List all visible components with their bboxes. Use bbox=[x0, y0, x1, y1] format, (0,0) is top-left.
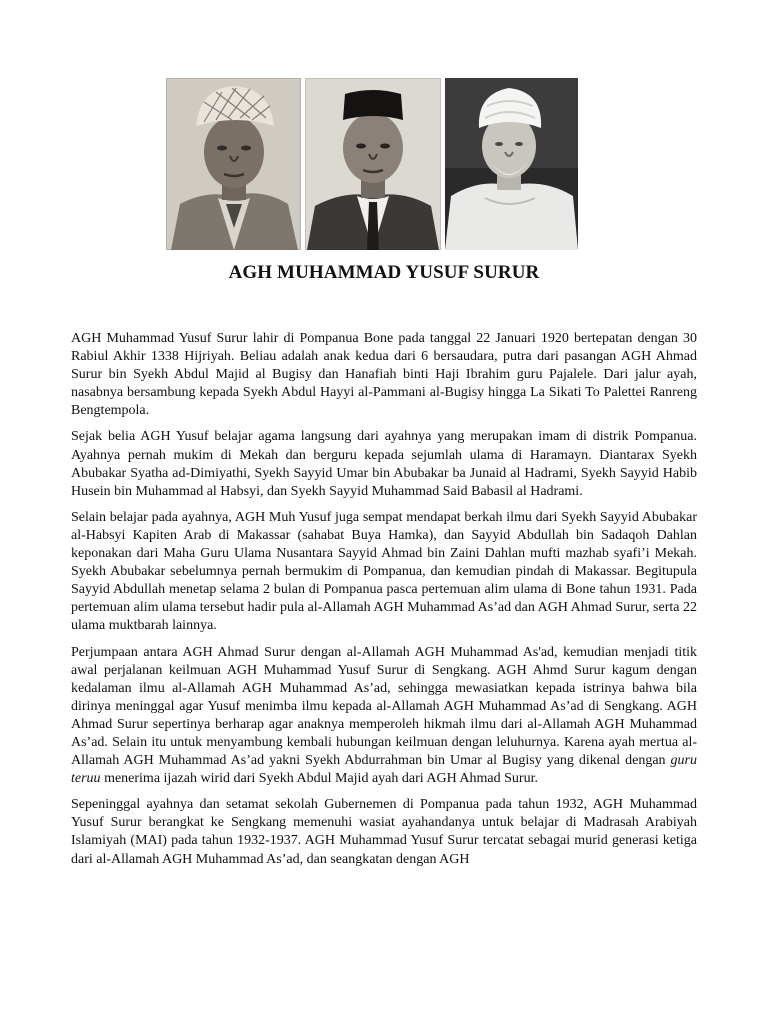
photo-strip bbox=[166, 78, 578, 250]
portrait-peci-tie-image bbox=[305, 78, 441, 250]
paragraph-4-italic-term: guru teruu bbox=[71, 753, 697, 787]
portrait-photo-1 bbox=[166, 78, 301, 250]
paragraph-5: Sepeninggal ayahnya dan setamat sekolah Gubernemen di Pompanua pada tahun 1932, AGH Muhammad Yusuf Surur berangkat ke Sengkang memenuhi wasiat ayahandanya untuk belajar di Madrasah Arabiyah Islamiyah (MAI) pada tahun 1932-1937. AGH Muhammad Yusuf Surur tercatat sebagai murid generasi ketiga dari al-Allamah AGH Muhammad As’ad, dan seangkatan dengan AGH bbox=[71, 797, 697, 867]
article-body bbox=[71, 330, 697, 877]
page-title: AGH MUHAMMAD YUSUF SURUR bbox=[228, 262, 540, 283]
portrait-photo-3 bbox=[445, 78, 578, 250]
paragraph-2: Sejak belia AGH Yusuf belajar agama langsung dari ayahnya yang merupakan imam di distrik Pompanua. Ayahnya pernah mukim di Mekah dan berguru kepada sejumlah ulama di Haramayn. Diantarax Syekh Abubakar Syatha ad-Dimiyathi, Syekh Sayyid Umar bin Abubakar ba Junaid al Hadrami, Syekh Sayyid Habib Husein bin Muhammad al Habsyi, dan Syekh Sayyid Muhammad Said Babasil al Hadrami. bbox=[71, 429, 697, 499]
portrait-turban-suit-image bbox=[166, 78, 301, 250]
paragraph-4 bbox=[71, 644, 697, 789]
portrait-photo-2 bbox=[305, 78, 441, 250]
portrait-elder-turban-image bbox=[445, 78, 578, 250]
paragraph-4-main: Perjumpaan antara AGH Ahmad Surur dengan al-Allamah AGH Muhammad As'ad, kemudian menjadi titik awal perjalanan keilmuan AGH Muhammad Yusuf Surur di Sengkang. AGH Ahmd Surur kagum dengan kedalaman ilmu al-Allamah AGH Muhammad As’ad, sehingga mewasiatkan kepada istrinya bahwa bila dirinya meninggal agar Yusuf menimba ilmu kepada al-Allamah AGH Muhammad As’ad di Sengkang. AGH Ahmad Surur sepertinya berharap agar anaknya memperoleh hikmah ilmu dari al-Allamah AGH Muhammad As’ad. Selain itu untuk menyambung kembali hubungan keilmuan dengan leluhurnya. Karena ayah mertua al-Allamah AGH Muhammad As’ad yakni Syekh Abdurrahman bin Umar al Bugisy yang dikenal dengan bbox=[71, 644, 697, 769]
paragraph-4-tail: menerima ijazah wirid dari Syekh Abdul Majid ayah dari AGH Ahmad Surur. bbox=[104, 771, 538, 787]
paragraph-1: AGH Muhammad Yusuf Surur lahir di Pompanua Bone pada tanggal 22 Januari 1920 bertepatan dengan 30 Rabiul Akhir 1338 Hijriyah. Beliau adalah anak kedua dari 6 bersaudara, putra dari pasangan AGH Ahmad Surur bin Syekh Abdul Majid al Bugisy dan Hanafiah binti Haji Ibrahim guru Pajalele. Dari jalur ayah, nasabnya bersambung kepada Syekh Abdul Hayyi al-Pammani al-Bugisy hingga La Sikati To Palettei Ranreng Bengtempola. bbox=[71, 331, 697, 419]
paragraph-3: Selain belajar pada ayahnya, AGH Muh Yusuf juga sempat mendapat berkah ilmu dari Syekh Sayyid Abubakar al-Habsyi Kapiten Arab di Makassar (sahabat Buya Hamka), dan Sayyid Abdullah bin Sadaqoh Dahlan keponakan dari Maha Guru Ulama Nusantara Sayyid Ahmad bin Zaini Dahlan mufti mazhab syafi’i Mekah. Syekh Abubakar sebelumnya pernah bermukim di Pompanua, dan kemudian pindah di Makassar. Begitupula Sayyid Abdullah menetap selama 2 bulan di Pompanua pasca pertemuan alim ulama di Bone tahun 1931. Pada pertemuan alim ulama tersebut hadir pula al-Allamah AGH Muhammad As’ad dan AGH Ahmad Surur, serta 22 ulama muktbarah lainnya. bbox=[71, 509, 697, 634]
